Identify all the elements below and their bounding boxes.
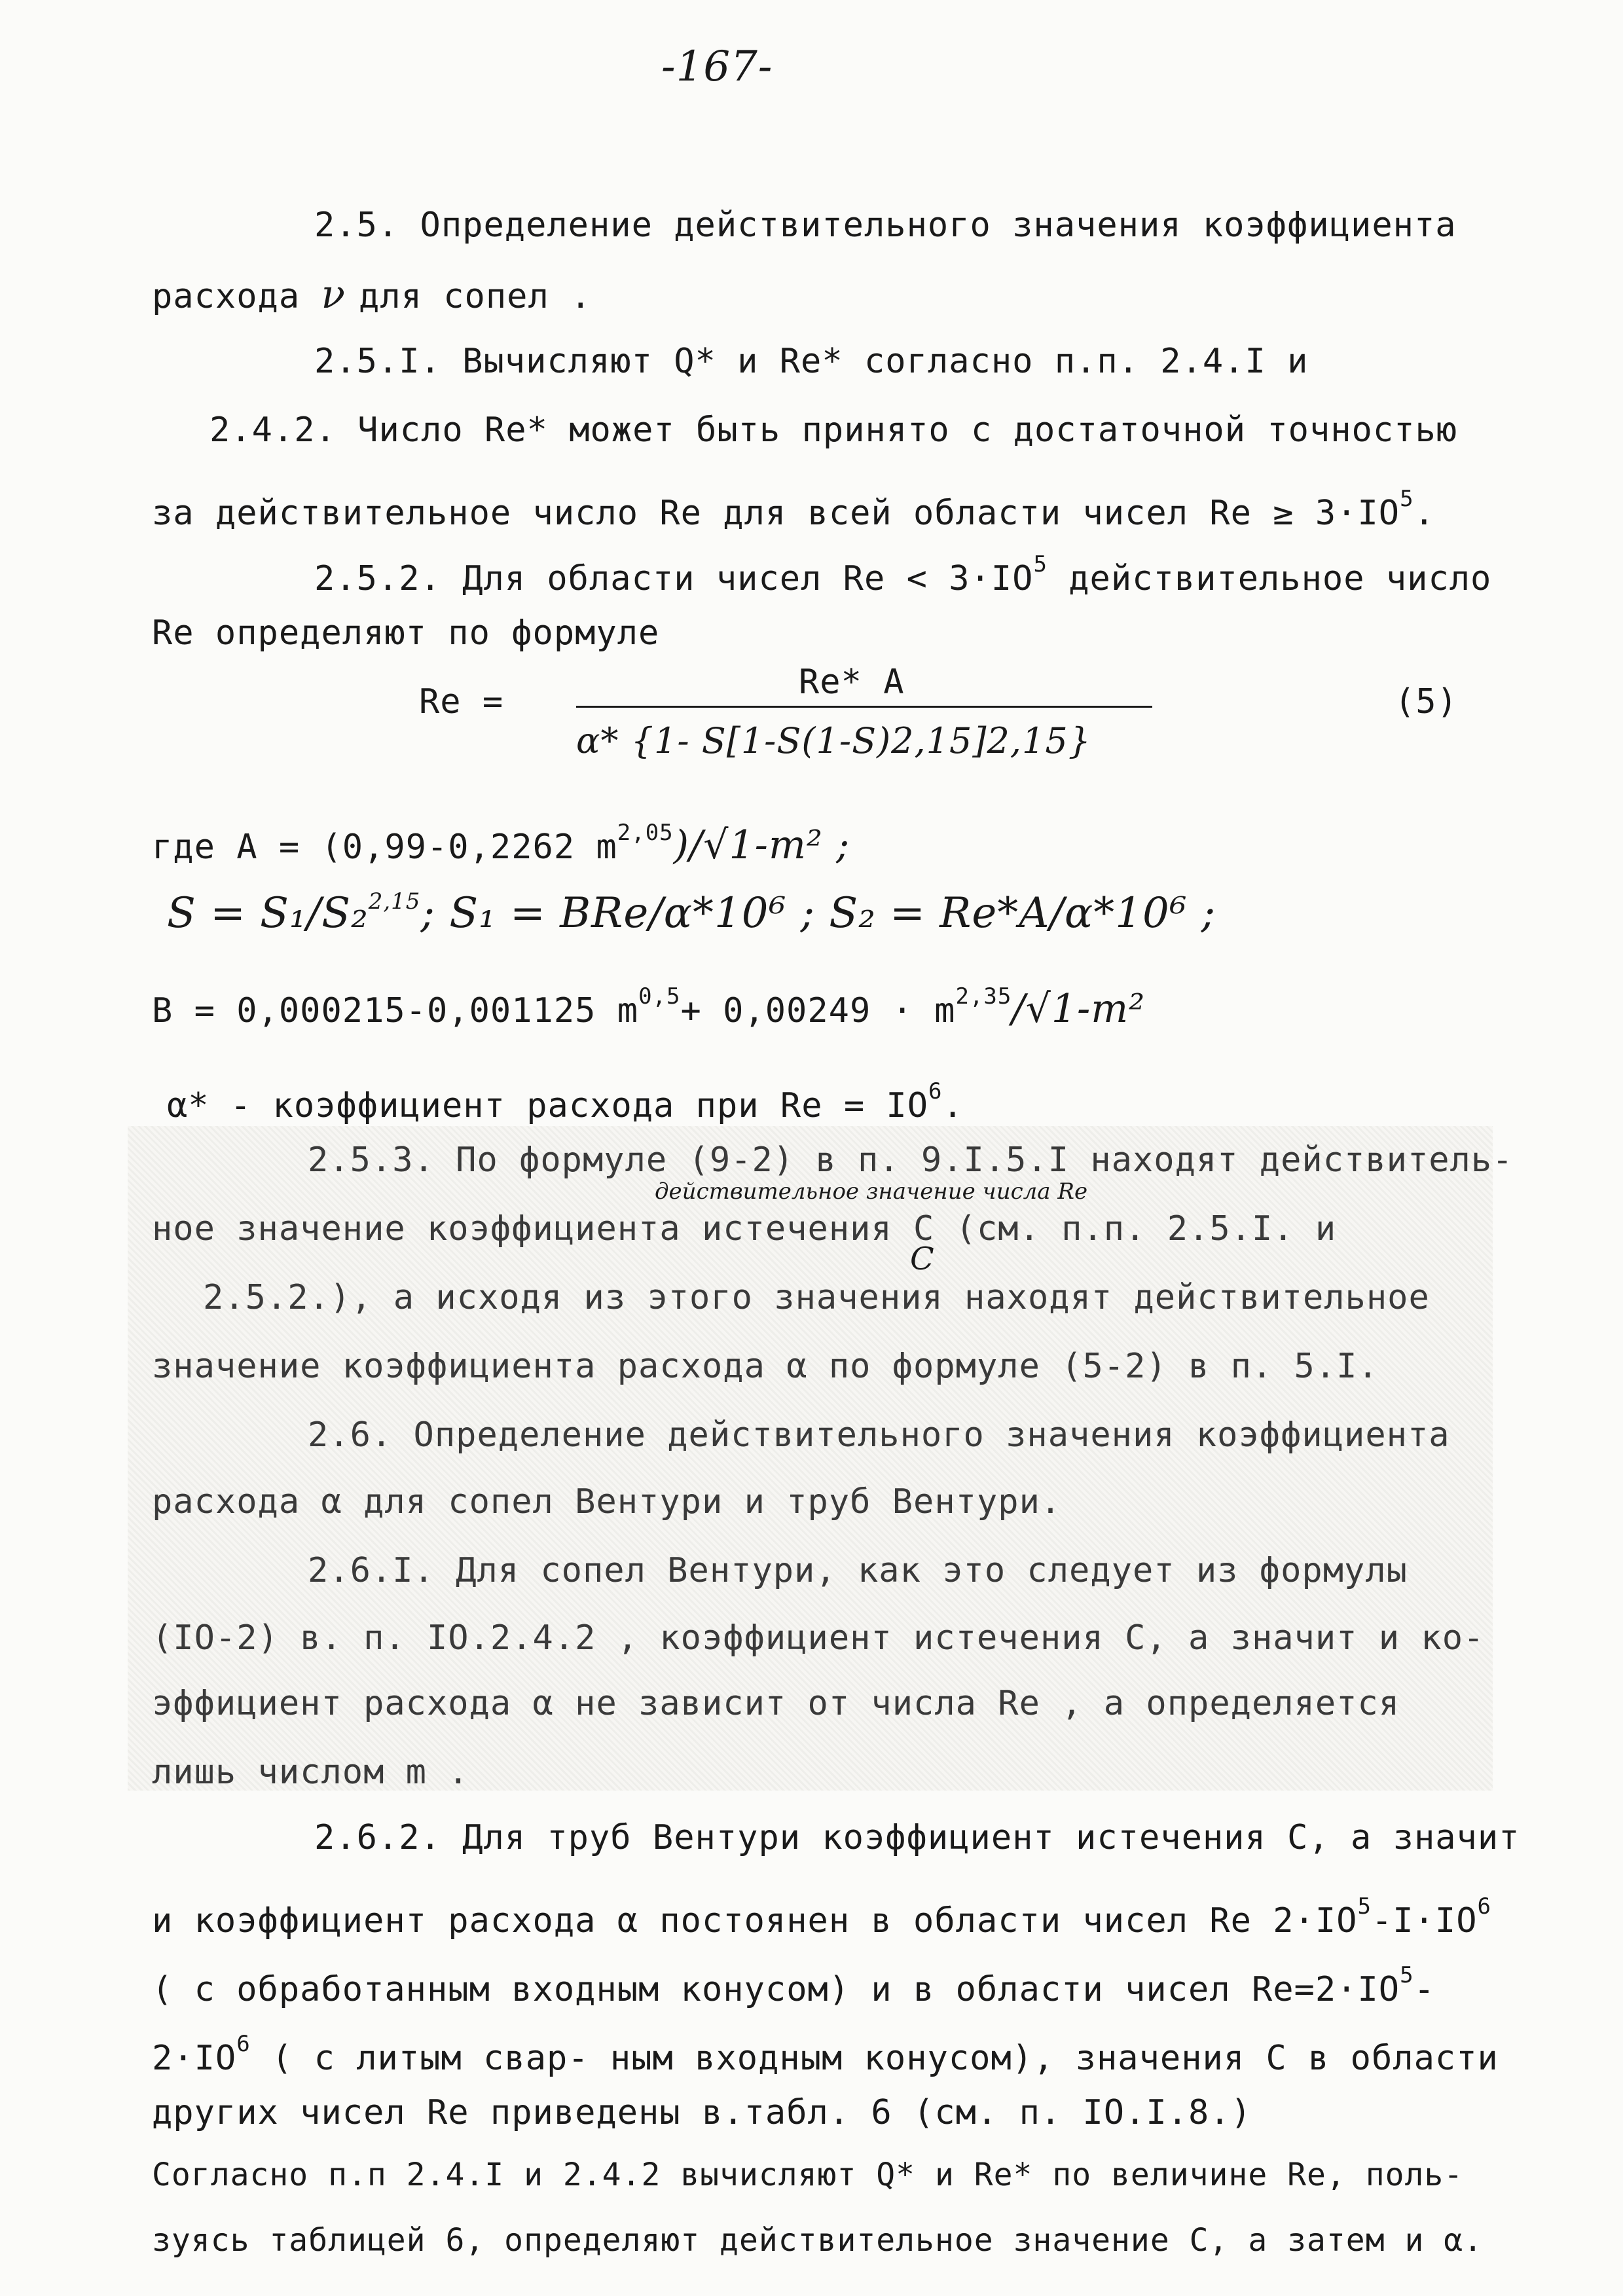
page-number: -167- xyxy=(661,43,773,91)
text-line: ное значение коэффициента истечения C (см. п.п. 2.5.I. и xyxy=(152,1209,1337,1248)
superscript: 6 xyxy=(928,1078,943,1104)
text-line: расхода α для сопел Вентури и труб Вентури. xyxy=(152,1482,1062,1522)
text-line: лишь числом m . xyxy=(152,1753,469,1792)
text-fragment: 2·IO xyxy=(152,2039,237,2078)
text-line: Согласно п.п 2.4.I и 2.4.2 вычисляют Q* и Re* по величине Re, поль- xyxy=(152,2157,1464,2193)
text-line xyxy=(152,1886,1491,1942)
text-line: 2.4.2. Число Re* может быть принято с достаточной точностью xyxy=(210,410,1458,450)
formula-number: (5) xyxy=(1395,682,1458,721)
text-line: Re определяют по формуле xyxy=(152,613,660,653)
superscript: 2,35 xyxy=(955,983,1012,1010)
text-line xyxy=(152,2023,1499,2079)
text-line: эффициент расхода α не зависит от числа Re , а определяется xyxy=(152,1684,1400,1723)
superscript: 5 xyxy=(1400,1962,1414,1988)
formula-denominator: α* {1- S[1-S(1-S)2,15]2,15} xyxy=(576,720,1092,761)
text-fragment: за действительное число Re для всей области чисел Re ≥ 3·IO xyxy=(152,494,1400,533)
text-fragment: ; S₁ = BRe/α*10⁶ ; S₂ = Re*A/α*10⁶ ; xyxy=(420,889,1216,938)
handwritten-annotation: C xyxy=(910,1241,934,1277)
text-fragment: /√1-m² xyxy=(1012,986,1146,1032)
superscript: 2,15 xyxy=(368,888,421,915)
superscript: 5 xyxy=(1033,551,1048,577)
definition-a xyxy=(152,812,850,868)
text-fragment: 2.5.2. Для области чисел Re < 3·IO xyxy=(314,559,1034,598)
definition-alpha xyxy=(167,1070,964,1127)
text-line xyxy=(152,274,591,318)
handwritten-annotation: действительное значение числа Re xyxy=(655,1178,1088,1205)
text-line: зуясь таблицей 6, определяют действительное значение C, а затем и α. xyxy=(152,2222,1484,2259)
superscript: 0,5 xyxy=(638,983,681,1010)
text-fragment: + 0,00249 · m xyxy=(680,991,956,1030)
text-fragment: ( с литым свар- ным входным конусом), значения C в области xyxy=(250,2039,1499,2078)
definition-s xyxy=(167,881,1216,938)
text-fragment: )/√1-m² ; xyxy=(673,822,850,868)
superscript: 2,05 xyxy=(617,820,674,846)
superscript: 5 xyxy=(1357,1893,1372,1920)
text-fragment: где A = (0,99-0,2262 m xyxy=(152,828,617,867)
definition-b xyxy=(152,975,1145,1032)
superscript: 6 xyxy=(236,2031,251,2057)
text-fragment: расхода xyxy=(152,277,301,316)
text-line: 2.5.2.), а исходя из этого значения находят действительное xyxy=(203,1278,1430,1317)
heading-2-6: 2.6. Определение действительного значения коэффициента xyxy=(308,1415,1450,1455)
text-line: значение коэффициента расхода α по формуле (5-2) в п. 5.I. xyxy=(152,1347,1379,1386)
paragraph-2-5-2 xyxy=(314,543,1491,600)
text-line: за действительное число Re для всей области чисел $Re \ge 3\cdot IO^5$. xyxy=(152,486,1435,533)
text-fragment: S = S₁/S₂ xyxy=(167,889,369,938)
text-fragment: для сопел . xyxy=(359,277,592,316)
paragraph-2-6-1: 2.6.I. Для сопел Вентури, как это следует из формулы xyxy=(308,1551,1408,1590)
text-fragment: B = 0,000215-0,001125 m xyxy=(152,991,639,1030)
text-fragment: . xyxy=(942,1086,964,1125)
text-fragment: и коэффициент расхода α постоянен в области чисел Re 2·IO xyxy=(152,1901,1358,1941)
paragraph-2-6-2: 2.6.2. Для труб Вентури коэффициент истечения C, а значит xyxy=(314,1818,1520,1857)
text-fragment: -I·IO xyxy=(1371,1901,1478,1941)
superscript: 6 xyxy=(1477,1893,1491,1920)
fraction-line xyxy=(576,706,1152,708)
text-line: (IO-2) в. п. IO.2.4.2 , коэффициент истечения C, а значит и ко- xyxy=(152,1618,1485,1658)
formula-numerator: Re* A xyxy=(799,663,905,702)
alpha-symbol: ν xyxy=(321,272,359,318)
text-line: других чисел Re приведены в.табл. 6 (см. п. IO.I.8.) xyxy=(152,2093,1252,2132)
paragraph-2-5-3: 2.5.3. По формуле (9-2) в п. 9.I.5.I находят действитель- xyxy=(308,1140,1514,1180)
text-fragment: - xyxy=(1413,1970,1435,2009)
paragraph-2-5-1: 2.5.I. Вычисляют Q* и Re* согласно п.п. 2.4.I и xyxy=(314,342,1309,381)
heading-2-5: 2.5. Определение действительного значения коэффициента xyxy=(314,206,1457,245)
superscript: 5 xyxy=(1400,486,1414,512)
text-fragment: ( с обработанным входным конусом) и в области чисел Re=2·IO xyxy=(152,1970,1400,2009)
formula-lhs: Re = xyxy=(419,682,504,721)
text-fragment: α* - коэффициент расхода при Re = IO xyxy=(167,1086,929,1125)
text-line xyxy=(152,1954,1435,2011)
text-fragment: действительное число xyxy=(1068,559,1492,598)
